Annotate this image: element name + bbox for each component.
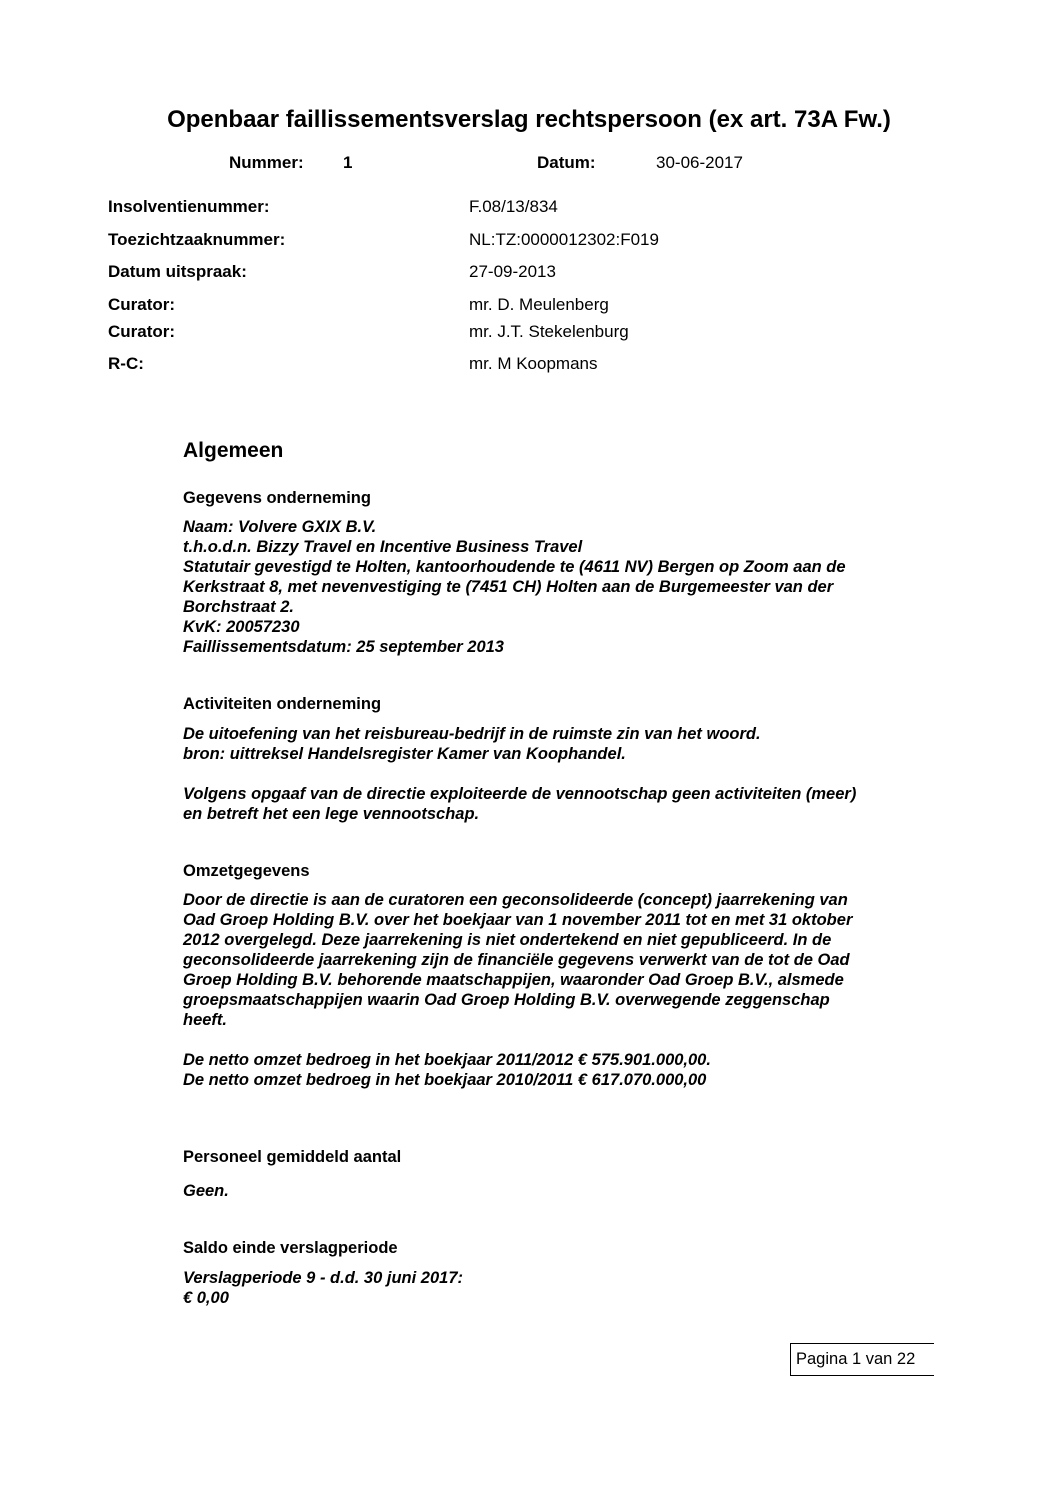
heading-saldo: Saldo einde verslagperiode [183, 1239, 398, 1257]
text-line: KvK: 20057230 [183, 618, 300, 636]
nummer-value: 1 [343, 153, 353, 172]
meta-label-toezichtzaaknummer: Toezichtzaaknummer: [108, 230, 286, 249]
heading-activiteiten-onderneming: Activiteiten onderneming [183, 695, 382, 713]
saldo-paragraph [183, 1268, 463, 1308]
meta-value-curator-2: mr. J.T. Stekelenburg [469, 322, 629, 341]
text-line: De netto omzet bedroeg in het boekjaar 2010/2011 € 617.070.000,00 [183, 1071, 707, 1089]
text-line: geconsolideerde jaarrekening zijn de financiële gegevens verwerkt van de tot de Oad [183, 951, 850, 969]
meta-label-curator-1: Curator: [108, 295, 176, 314]
meta-value-rc: mr. M Koopmans [469, 354, 598, 373]
activiteiten-paragraph [183, 724, 856, 824]
text-line: groepsmaatschappijen waarin Oad Groep Holding B.V. overwegende zeggenschap [183, 991, 830, 1009]
text-line: De netto omzet bedroeg in het boekjaar 2011/2012 € 575.901.000,00. [183, 1051, 711, 1069]
omzet-paragraph [183, 890, 852, 1090]
spacer [183, 1030, 852, 1050]
personeel-paragraph [183, 1181, 229, 1201]
text-line: Door de directie is aan de curatoren een geconsolideerde (concept) jaarrekening van [183, 891, 848, 909]
meta-value-insolventienummer: F.08/13/834 [469, 197, 558, 216]
text-line: Faillissementsdatum: 25 september 2013 [183, 638, 504, 656]
heading-personeel: Personeel gemiddeld aantal [183, 1148, 402, 1166]
text-line: Naam: Volvere GXIX B.V. [183, 518, 377, 536]
text-line: De uitoefening van het reisbureau-bedrijf in de ruimste zin van het woord. [183, 725, 761, 743]
page-number: Pagina 1 van 22 [790, 1343, 934, 1376]
text-line: Geen. [183, 1182, 229, 1200]
meta-label-datum-uitspraak: Datum uitspraak: [108, 262, 247, 281]
meta-value-curator-1: mr. D. Meulenberg [469, 295, 609, 314]
text-line: t.h.o.d.n. Bizzy Travel en Incentive Business Travel [183, 538, 583, 556]
datum-label: Datum: [537, 153, 596, 172]
nummer-label: Nummer: [229, 153, 304, 172]
text-line: Statutair gevestigd te Holten, kantoorhoudende te (4611 NV) Bergen op Zoom aan de [183, 558, 846, 576]
text-line: Groep Holding B.V. behorende maatschappijen, waaronder Oad Groep B.V., alsmede [183, 971, 844, 989]
text-line: Oad Groep Holding B.V. over het boekjaar van 1 november 2011 tot en met 31 oktober [183, 911, 853, 929]
text-line: Volgens opgaaf van de directie exploiteerde de vennootschap geen activiteiten (meer) [183, 785, 857, 803]
heading-gegevens-onderneming: Gegevens onderneming [183, 489, 371, 507]
section-heading-algemeen: Algemeen [183, 439, 284, 462]
datum-value: 30-06-2017 [656, 153, 743, 172]
meta-value-toezichtzaaknummer: NL:TZ:0000012302:F019 [469, 230, 659, 249]
meta-label-curator-2: Curator: [108, 322, 176, 341]
text-line: en betreft het een lege vennootschap. [183, 805, 480, 823]
text-line: Borchstraat 2. [183, 598, 294, 616]
text-line: 2012 overgelegd. Deze jaarrekening is niet ondertekend en niet gepubliceerd. In de [183, 931, 832, 949]
meta-label-rc: R-C: [108, 354, 144, 373]
heading-omzetgegevens: Omzetgegevens [183, 862, 310, 880]
page-title: Openbaar faillissementsverslag rechtspersoon (ex art. 73A Fw.) [167, 106, 891, 133]
text-line: Kerkstraat 8, met nevenvestiging te (7451 CH) Holten aan de Burgemeester van der [183, 578, 834, 596]
spacer [183, 764, 856, 784]
text-line: € 0,00 [183, 1289, 229, 1307]
gegevens-paragraph [183, 517, 846, 657]
text-line: heeft. [183, 1011, 228, 1029]
meta-label-insolventienummer: Insolventienummer: [108, 197, 270, 216]
text-line: bron: uittreksel Handelsregister Kamer van Koophandel. [183, 745, 626, 763]
meta-value-datum-uitspraak: 27-09-2013 [469, 262, 556, 281]
text-line: Verslagperiode 9 - d.d. 30 juni 2017: [183, 1269, 463, 1287]
